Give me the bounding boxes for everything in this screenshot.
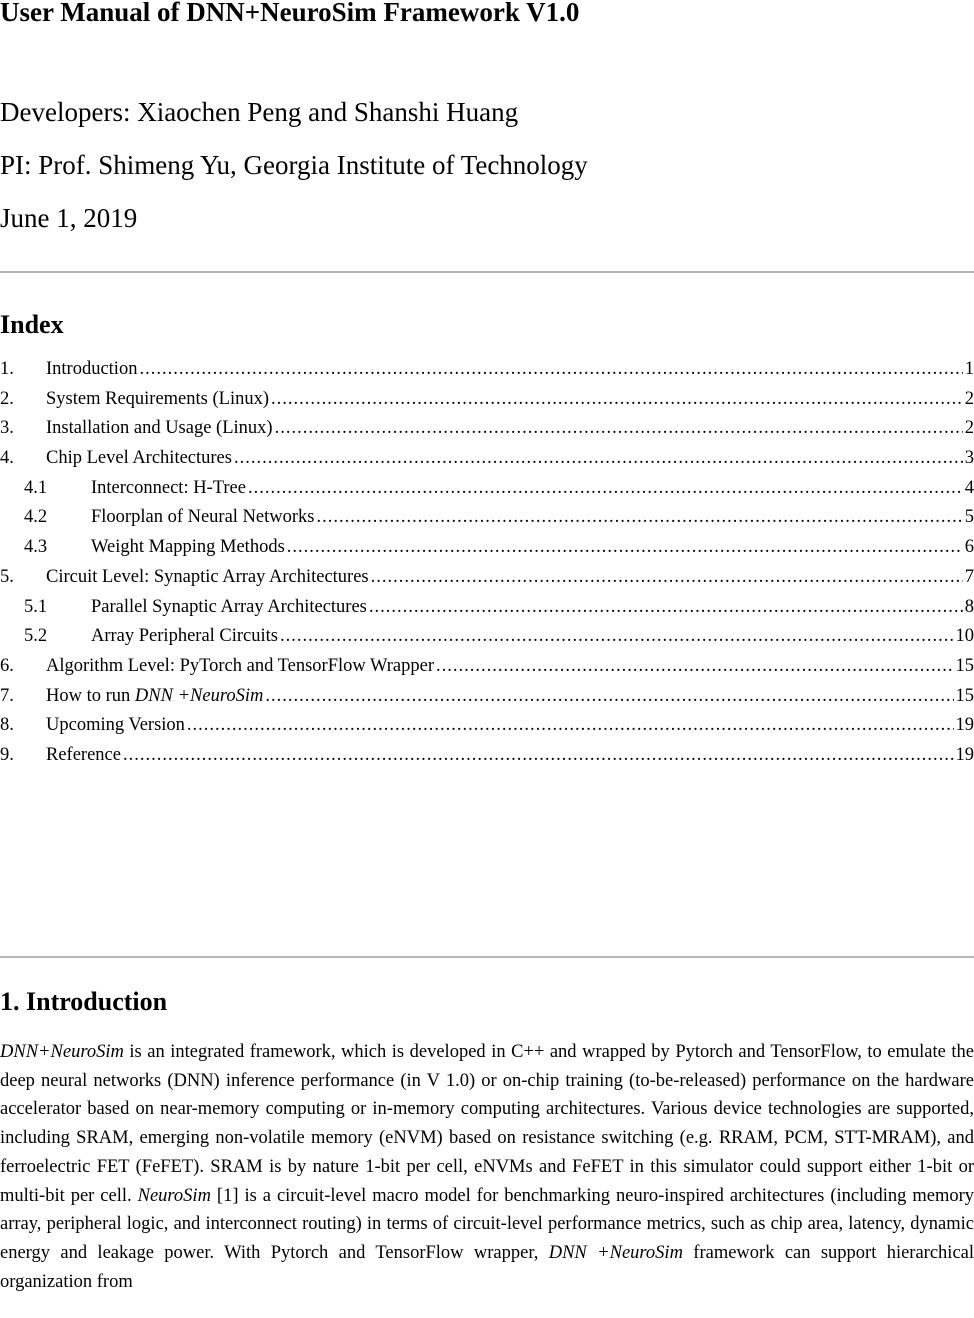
toc-leader [271, 385, 963, 414]
toc-leader [248, 474, 963, 503]
toc-number: 4. [0, 448, 14, 469]
toc-label: Reference [46, 744, 121, 765]
toc-entry-5-1[interactable] [0, 593, 974, 623]
toc-leader [371, 563, 963, 592]
divider-bottom [0, 956, 974, 958]
pi-line: PI: Prof. Shimeng Yu, Georgia Institute of Technology [0, 150, 588, 180]
toc-entry-5-2[interactable] [0, 622, 974, 652]
toc-label: How to run DNN +NeuroSim [46, 685, 264, 706]
toc-number: 6. [0, 655, 14, 676]
toc-entry-1[interactable] [0, 355, 974, 385]
toc-page-number: 10 [955, 626, 974, 647]
toc-page-number: 8 [964, 596, 974, 617]
toc-page-number: 15 [955, 685, 974, 706]
toc-leader [317, 503, 963, 532]
toc-number: 2. [0, 388, 14, 409]
term-neurosim: NeuroSim [137, 1185, 211, 1206]
toc-leader [369, 593, 963, 622]
toc-label: Array Peripheral Circuits [91, 626, 278, 647]
toc-label-italic: DNN +NeuroSim [134, 685, 264, 706]
toc-entry-2[interactable] [0, 385, 974, 415]
toc-number: 5. [0, 566, 14, 587]
toc-entry-5[interactable] [0, 563, 974, 593]
toc-entry-4-2[interactable] [0, 503, 974, 533]
toc-number: 5.1 [24, 596, 48, 617]
introduction-heading: 1. Introduction [0, 987, 168, 1016]
toc-entry-8[interactable] [0, 711, 974, 741]
toc-leader [265, 682, 953, 711]
toc-label: Weight Mapping Methods [91, 537, 285, 558]
toc-label: System Requirements (Linux) [46, 388, 269, 409]
toc-label: Chip Level Architectures [46, 448, 232, 469]
toc-number: 8. [0, 715, 14, 736]
toc-label: Installation and Usage (Linux) [46, 418, 273, 439]
toc-number: 1. [0, 359, 14, 379]
toc-entry-3[interactable] [0, 414, 974, 444]
date-line: June 1, 2019 [0, 203, 138, 233]
toc-page-number: 2 [964, 418, 974, 439]
toc-label: Upcoming Version [46, 715, 185, 736]
term-dnn-neurosim: DNN+NeuroSim [0, 1042, 124, 1062]
toc-label: Interconnect: H-Tree [91, 477, 246, 498]
term-dnn-neurosim-2: DNN +NeuroSim [548, 1242, 683, 1263]
toc-page-number: 6 [964, 537, 974, 558]
toc-label: Parallel Synaptic Array Architectures [91, 596, 367, 617]
toc-entry-4[interactable] [0, 444, 974, 474]
toc-entry-6[interactable] [0, 652, 974, 682]
toc-entry-4-1[interactable] [0, 474, 974, 504]
toc-label: Introduction [46, 359, 138, 379]
toc-page-number: 7 [964, 566, 974, 587]
toc-page-number: 2 [964, 388, 974, 409]
toc-leader [187, 711, 954, 740]
document-title: User Manual of DNN+NeuroSim Framework V1.0 [0, 0, 580, 27]
intro-text-2: [1] is a circuit-level macro model for benchmarking neuro-inspired architectures (including memory array, peripheral logic, and interconnect routing) in terms of circuit-level performance metrics, such as chip area, latency, dynamic energy and leakage power. With Pytorch and TensorFlow wrapper, [0, 1185, 974, 1263]
toc-label: Circuit Level: Synaptic Array Architectures [46, 566, 369, 587]
toc-leader [234, 444, 963, 473]
toc-entry-7[interactable] [0, 682, 974, 712]
index-heading: Index [0, 310, 64, 339]
toc-leader [275, 414, 963, 443]
toc-number: 9. [0, 744, 14, 765]
toc-page-number: 4 [964, 477, 974, 498]
toc-number: 3. [0, 418, 14, 439]
toc-page-number: 15 [955, 655, 974, 676]
intro-text-1: is an integrated framework, which is developed in C++ and wrapped by Pytorch and TensorFlow, to emulate the deep neural networks (DNN) inference performance (in V 1.0) or on-chip training (to-be-released) performance on the hardware accelerator based on near-memory computing or in-memory computing architectures. Various device technologies are supported, including SRAM, emerging non-volatile memory (eNVM) based on resistance switching (e.g. RRAM, PCM, STT-MRAM), and ferroelectric FET (FeFET). SRAM is by nature 1-bit per cell, eNVMs and FeFET in this simulator could support either 1-bit or multi-bit per cell. [0, 1042, 974, 1206]
toc-label: Floorplan of Neural Networks [91, 507, 315, 528]
toc-number: 4.1 [24, 477, 48, 498]
toc-leader [436, 652, 953, 681]
toc-page-number: 3 [964, 448, 974, 469]
intro-text-3: framework can support hierarchical organization from [0, 1242, 974, 1292]
toc-page-number: 5 [964, 507, 974, 528]
toc-label: Algorithm Level: PyTorch and TensorFlow Wrapper [46, 655, 435, 676]
toc-page-number: 19 [955, 715, 974, 736]
introduction-paragraph [0, 1038, 974, 1296]
toc-page-number: 1 [964, 359, 974, 379]
toc-page-number: 19 [955, 744, 974, 765]
toc-leader [280, 622, 954, 651]
toc-entry-4-3[interactable] [0, 533, 974, 563]
table-of-contents [0, 355, 974, 771]
toc-number: 5.2 [24, 626, 48, 647]
toc-leader [287, 533, 963, 562]
toc-entry-9[interactable] [0, 741, 974, 771]
toc-number: 4.2 [24, 507, 48, 528]
toc-number: 4.3 [24, 537, 48, 558]
toc-leader [139, 355, 962, 384]
toc-leader [123, 741, 954, 770]
developers-line: Developers: Xiaochen Peng and Shanshi Huang [0, 97, 519, 127]
divider-top [0, 271, 974, 273]
toc-number: 7. [0, 685, 14, 706]
